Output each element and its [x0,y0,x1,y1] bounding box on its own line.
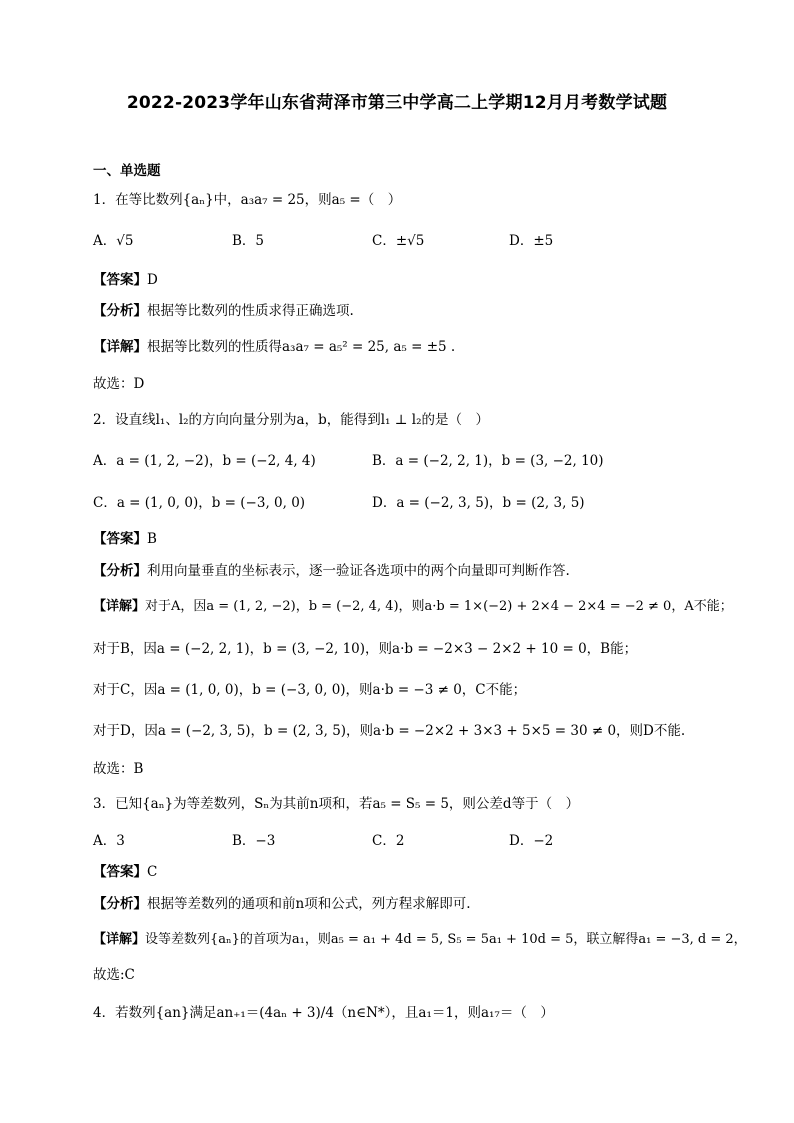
q3-conclusion: 故选:C [93,967,135,983]
q1-option-c: C．±√5 [372,233,425,249]
answer-tag: 【答案】 [93,864,147,880]
q2-option-b: B．a = (−2, 2, 1)，b = (3, −2, 10) [372,453,604,469]
q2-detail-d: 对于D，因a = (−2, 3, 5)，b = (2, 3, 5)，则a·b = −2×2 + 3×3 + 5×5 = 30 ≠ 0，则D不能. [93,723,686,739]
q3-option-d: D．−2 [509,833,554,849]
q2-option-a: A．a = (1, 2, −2)，b = (−2, 4, 4) [93,453,316,469]
q1-option-b: B．5 [232,233,265,249]
q3-option-c: C．2 [372,833,405,849]
detail-tag: 【详解】 [93,339,147,355]
detail-text: 对于A，因a = (1, 2, −2)，b = (−2, 4, 4)，则a·b = 1×(−2) + 2×4 − 2×4 = −2 ≠ 0，A不能； [145,599,733,614]
q1-stem: 1．在等比数列{aₙ}中，a₃a₇ = 25，则a₅ =（ ） [93,192,402,208]
detail-text: 根据等比数列的性质得a₃a₇ = a₅² = 25, a₅ = ±5 . [147,339,456,355]
q2-answer [93,530,704,548]
q1-detail [93,338,704,356]
q3-analysis [93,895,704,913]
detail-tag: 【详解】 [93,599,146,614]
answer-value: B [147,531,157,547]
detail-text: 设等差数列{aₙ}的首项为a₁，则a₅ = a₁ + 4d = 5, S₅ = 5a₁ + 10d = 5，联立解得a₁ = −3, d = 2， [145,932,747,947]
analysis-text: 利用向量垂直的坐标表示，逐一验证各选项中的两个向量即可判断作答. [147,563,570,579]
analysis-tag: 【分析】 [93,303,147,319]
page-title: 2022-2023学年山东省菏泽市第三中学高二上学期12月月考数学试题 [126,93,668,113]
q3-stem: 3．已知{aₙ}为等差数列，Sₙ为其前n项和，若a₅ = S₅ = 5，则公差d等于（ ） [93,796,580,812]
q1-conclusion: 故选：D [93,376,145,392]
q2-analysis [93,562,704,580]
q2-detail-b: 对于B，因a = (−2, 2, 1)，b = (3, −2, 10)，则a·b = −2×3 − 2×2 + 10 = 0，B能； [93,641,638,657]
q3-option-a: A．3 [93,833,125,849]
q1-option-d: D．±5 [509,233,554,249]
q2-detail-c: 对于C，因a = (1, 0, 0)，b = (−3, 0, 0)，则a·b = −3 ≠ 0，C不能； [93,682,527,698]
analysis-text: 根据等差数列的通项和前n项和公式，列方程求解即可. [147,896,471,912]
answer-tag: 【答案】 [93,272,147,288]
q1-analysis [93,302,704,320]
q2-conclusion: 故选：B [93,761,144,777]
analysis-text: 根据等比数列的性质求得正确选项. [147,303,354,319]
q2-stem: 2．设直线l₁、l₂的方向向量分别为a，b，能得到l₁ ⊥ l₂的是（ ） [93,412,489,428]
answer-value: D [147,272,158,288]
q3-answer [93,863,704,881]
answer-tag: 【答案】 [93,531,147,547]
q2-option-d: D．a = (−2, 3, 5)，b = (2, 3, 5) [372,495,585,511]
q1-answer [93,271,704,289]
section-heading: 一、单选题 [93,163,161,179]
q2-detail-a [93,598,733,616]
q1-option-a: A．√5 [93,233,134,249]
analysis-tag: 【分析】 [93,563,147,579]
q2-option-c: C．a = (1, 0, 0)，b = (−3, 0, 0) [93,495,306,511]
detail-tag: 【详解】 [93,932,146,947]
answer-value: C [147,864,158,880]
q3-detail [93,931,747,949]
analysis-tag: 【分析】 [93,896,147,912]
q4-stem: 4．若数列{an}满足an₊₁＝(4aₙ + 3)/4（n∈N*），且a₁＝1，则a₁₇＝（ ） [93,1005,554,1021]
q3-option-b: B．−3 [232,833,276,849]
